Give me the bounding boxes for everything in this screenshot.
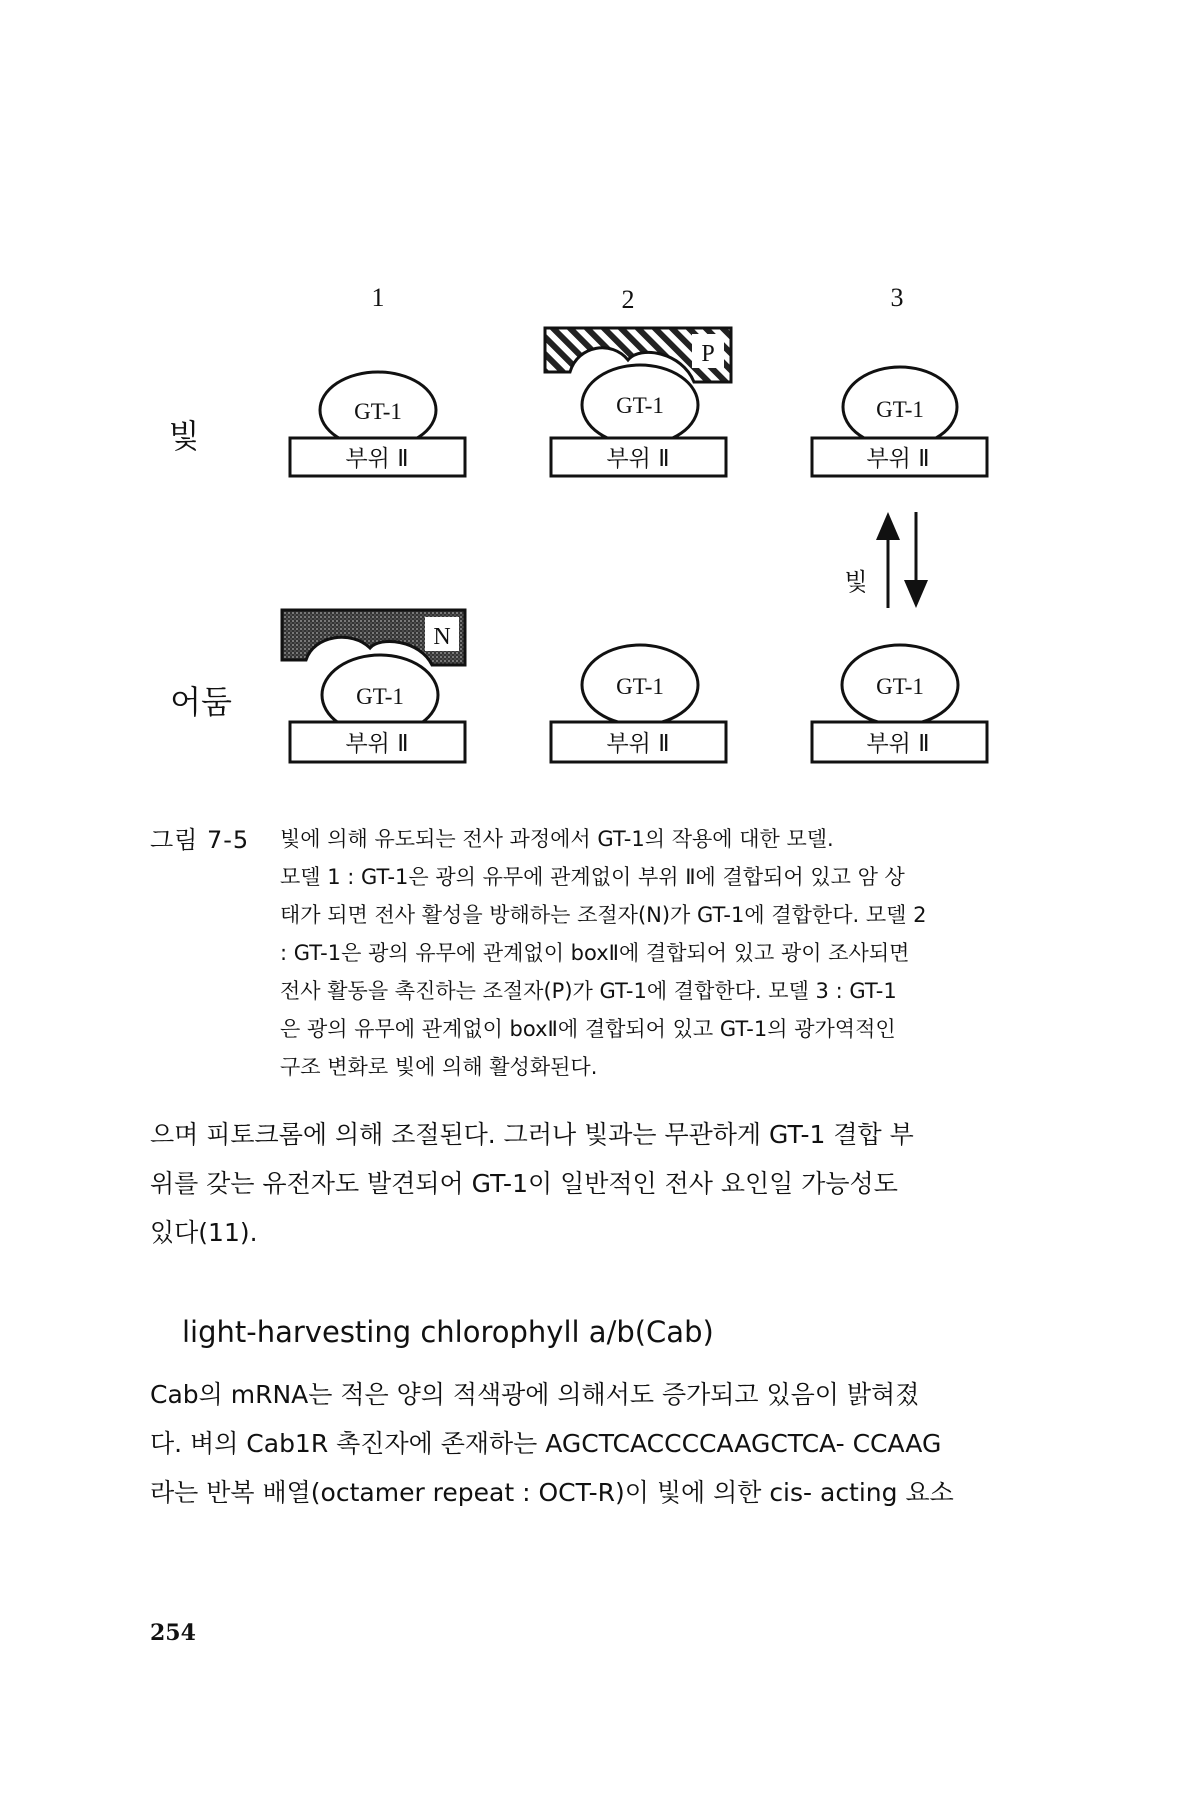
gt1-label: GT-1 xyxy=(616,393,664,418)
body-line: Cab의 mRNA는 적은 양의 적색광에 의해서도 증가되고 있음이 밝혀졌 xyxy=(150,1380,920,1409)
caption-line: : GT-1은 광의 유무에 관계없이 boxⅡ에 결합되어 있고 광이 조사되면 xyxy=(280,941,910,965)
body-paragraph-2 xyxy=(150,1370,1050,1517)
body-line: 다. 벼의 Cab1R 촉진자에 존재하는 AGCTCACCCCAAGCTCA- CCAAG xyxy=(150,1429,942,1458)
section-heading: light-harvesting chlorophyll a/b(Cab) xyxy=(182,1315,714,1349)
body-line: 으며 피토크롬에 의해 조절된다. 그러나 빛과는 무관하게 GT-1 결합 부 xyxy=(150,1120,914,1149)
page-number: 254 xyxy=(150,1620,196,1646)
column-label-1: 1 xyxy=(371,283,385,312)
caption-line: 전사 활동을 촉진하는 조절자(P)가 GT-1에 결합한다. 모델 3 : GT-1 xyxy=(280,979,897,1003)
model-1-dark xyxy=(282,610,465,762)
body-line: 위를 갖는 유전자도 발견되어 GT-1이 일반적인 전사 요인일 가능성도 xyxy=(150,1169,898,1198)
site-label: 부위 Ⅱ xyxy=(866,446,930,472)
site-label: 부위 Ⅱ xyxy=(606,446,670,472)
gt1-label: GT-1 xyxy=(876,674,924,699)
arrow-light-label: 빛 xyxy=(844,568,868,596)
model-3-light xyxy=(812,367,987,476)
caption-line: 빛에 의해 유도되는 전사 과정에서 GT-1의 작용에 대한 모델. xyxy=(280,827,834,851)
site-label: 부위 Ⅱ xyxy=(345,731,409,757)
body-line: 있다(11). xyxy=(150,1218,258,1247)
model-2-dark xyxy=(551,645,726,762)
regulator-p-label: P xyxy=(701,341,715,367)
row-label-dark: 어둠 xyxy=(170,683,232,721)
model-1-light xyxy=(290,372,465,476)
site-label: 부위 Ⅱ xyxy=(866,731,930,757)
column-label-3: 3 xyxy=(890,283,904,312)
model-2-light xyxy=(545,328,731,476)
caption-line: 모델 1 : GT-1은 광의 유무에 관계없이 부위 Ⅱ에 결합되어 있고 암 상 xyxy=(280,865,905,889)
row-label-light: 빛 xyxy=(168,417,200,455)
body-paragraph-1 xyxy=(150,1110,1050,1257)
model-3-dark xyxy=(812,645,987,762)
caption-line: 태가 되면 전사 활성을 방해하는 조절자(N)가 GT-1에 결합한다. 모델 2 xyxy=(280,903,927,927)
body-line: 라는 반복 배열(octamer repeat : OCT-R)이 빛에 의한 cis- acting 요소 xyxy=(150,1478,954,1507)
site-label: 부위 Ⅱ xyxy=(345,446,409,472)
site-label: 부위 Ⅱ xyxy=(606,731,670,757)
gt1-label: GT-1 xyxy=(616,674,664,699)
gt1-label: GT-1 xyxy=(356,684,404,709)
gt1-label: GT-1 xyxy=(354,399,402,424)
column-label-2: 2 xyxy=(621,285,635,314)
caption-text xyxy=(280,820,1070,1086)
figure-number: 그림 7-5 xyxy=(150,826,250,854)
gt1-model-figure xyxy=(0,0,1200,800)
gt1-label: GT-1 xyxy=(876,397,924,422)
regulator-n-label: N xyxy=(433,624,451,650)
caption-line: 구조 변화로 빛에 의해 활성화된다. xyxy=(280,1055,598,1079)
caption-line: 은 광의 유무에 관계없이 boxⅡ에 결합되어 있고 GT-1의 광가역적인 xyxy=(280,1017,896,1041)
reversible-arrows xyxy=(844,512,928,608)
